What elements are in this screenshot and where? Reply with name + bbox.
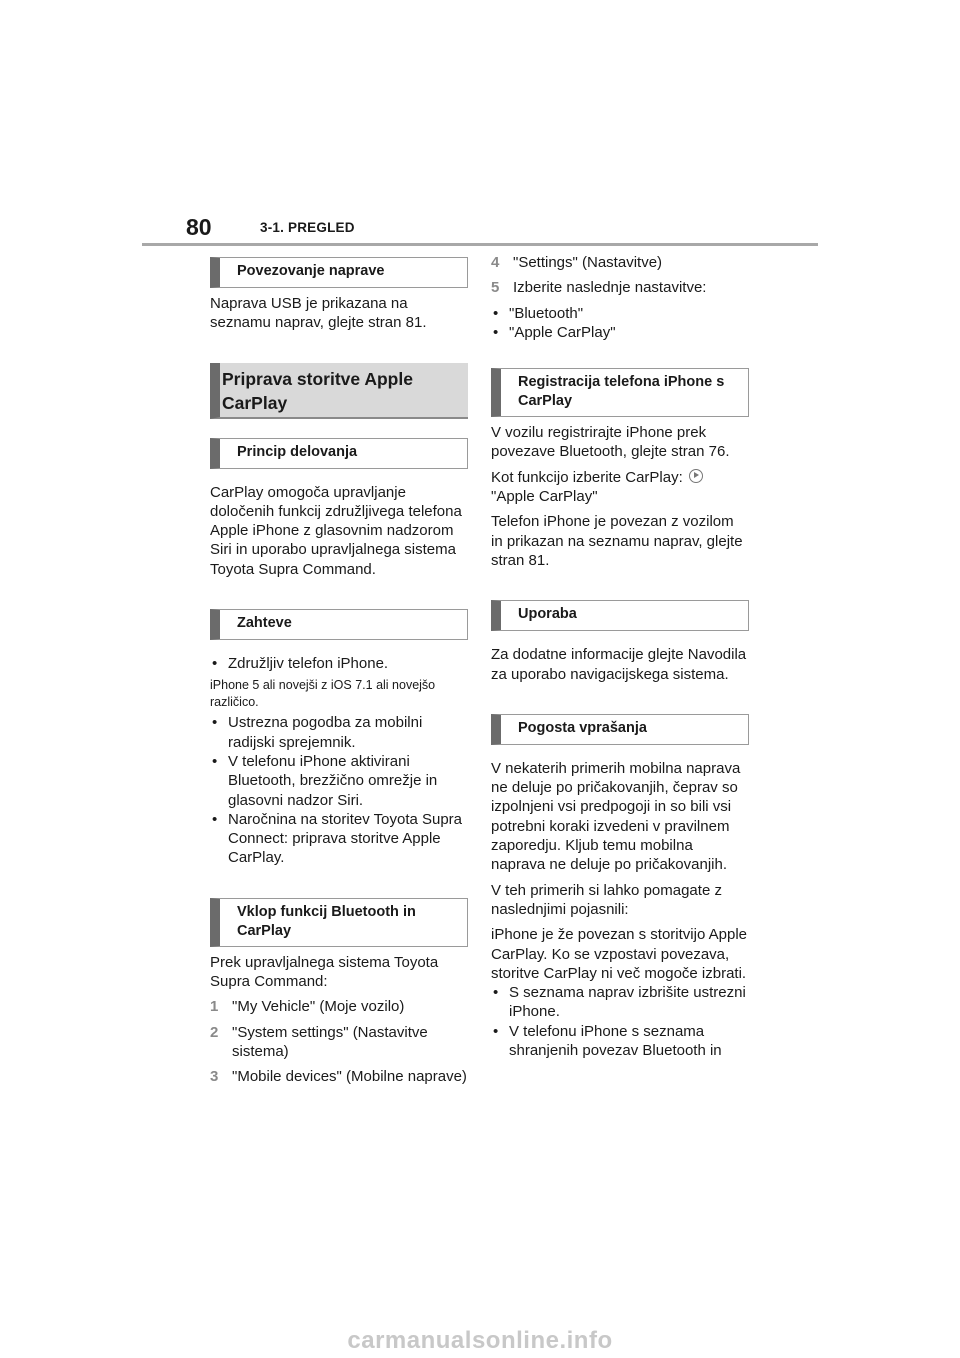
step-number: 2 <box>210 1023 219 1041</box>
step-item <box>210 997 468 1016</box>
requirement-item: • V telefonu iPhone aktivirani Bluetooth, brezžično omrežje in glasovni nadzor Siri. <box>210 752 468 810</box>
paragraph-register-result: Telefon iPhone je povezan z vozilom in prikazan na seznamu naprav, glejte stran 81. <box>491 513 743 569</box>
heading-requirements: Zahteve <box>210 609 468 640</box>
step-text: "Settings" (Nastavitve) <box>513 254 663 271</box>
step-text: Izberite naslednje nastavitve: <box>513 279 707 297</box>
faq-item: • V telefonu iPhone s seznama shranjenih povezav Bluetooth in <box>491 1022 749 1061</box>
register-select-option: "Apple CarPlay" <box>491 488 598 506</box>
paragraph-faq-help: V teh primerih si lahko pomagate z naslednjimi pojasnili: <box>491 881 722 918</box>
requirement-item: • Ustrezna pogodba za mobilni radijski sprejemnik. <box>210 713 468 752</box>
paragraph-faq-connected: iPhone je že povezan s storitvijo Apple CarPlay. Ko se vzpostavi povezava, storitve CarPlay ni več mogoče izbrati. <box>491 926 747 982</box>
step-text: "System settings" (Nastavitve sistema) <box>232 1023 428 1060</box>
faq-item: • S seznama naprav izbrišite ustrezni iPhone. <box>491 983 749 1022</box>
register-select-text: Kot funkcijo izberite CarPlay: <box>491 468 683 486</box>
step-text: "My Vehicle" (Moje vozilo) <box>232 998 405 1016</box>
heading-connect-device: Povezovanje naprave <box>210 257 468 288</box>
left-column <box>210 257 468 1087</box>
step-number: 3 <box>210 1068 219 1086</box>
heading-principle: Princip delovanja <box>210 438 468 469</box>
paragraph-faq: V nekaterih primerih mobilna naprava ne deluje po pričakovanjih, čeprav so izpolnjeni vsi predpogoji in so bili vsi potrebni koraki izvedeni v pravilnem zaporedju. Kljub temu mobilna naprava ne deluje po pričakovanjih. <box>491 759 741 874</box>
option-item: • "Bluetooth" <box>491 304 749 323</box>
step-item <box>210 1067 468 1086</box>
heading-register-iphone: Registracija telefona iPhone s CarPlay <box>491 368 749 417</box>
heading-prepare-carplay: Priprava storitve Apple CarPlay <box>210 363 468 419</box>
paragraph-register-select <box>491 468 749 507</box>
step-text: "Mobile devices" (Mobilne naprave) <box>232 1068 467 1086</box>
watermark: carmanualsonline.info <box>347 1327 613 1354</box>
step-number: 4 <box>491 254 500 271</box>
paragraph-bluetooth: Prek upravljalnega sistema Toyota Supra Command: <box>210 953 439 991</box>
step-item <box>491 278 749 297</box>
header-divider <box>142 243 818 246</box>
paragraph-connect-device: Naprava USB je prikazana na seznamu naprav, glejte stran 81. <box>210 295 427 332</box>
step-number: 1 <box>210 998 219 1016</box>
requirement-item: • Naročnina na storitev Toyota Supra Connect: priprava storitve Apple CarPlay. <box>210 810 468 868</box>
paragraph-usage: Za dodatne informacije glejte Navodila za uporabo navigacijskega sistema. <box>491 646 747 683</box>
heading-bluetooth-carplay: Vklop funkcij Bluetooth in CarPlay <box>210 898 468 947</box>
play-icon <box>689 469 703 483</box>
option-item: • "Apple CarPlay" <box>491 323 749 342</box>
right-column <box>491 253 749 1060</box>
step-item <box>210 1023 468 1062</box>
page-number: 80 <box>186 214 212 240</box>
heading-usage: Uporaba <box>491 600 749 631</box>
section-title: 3-1. PREGLED <box>260 220 355 235</box>
requirement-item: • Združljiv telefon iPhone. <box>210 654 468 673</box>
paragraph-register: V vozilu registrirajte iPhone prek povezave Bluetooth, glejte stran 76. <box>491 424 730 461</box>
step-item <box>491 253 749 272</box>
step-number: 5 <box>491 279 500 297</box>
heading-faq: Pogosta vprašanja <box>491 714 749 745</box>
paragraph-principle: CarPlay omogoča upravljanje določenih funkcij združljivega telefona Apple iPhone z glasovnim nadzorom Siri in uporabo upravljalnega sistema Toyota Supra Command. <box>210 483 462 578</box>
requirement-note: iPhone 5 ali novejši z iOS 7.1 ali novejšo različico. <box>210 678 436 710</box>
